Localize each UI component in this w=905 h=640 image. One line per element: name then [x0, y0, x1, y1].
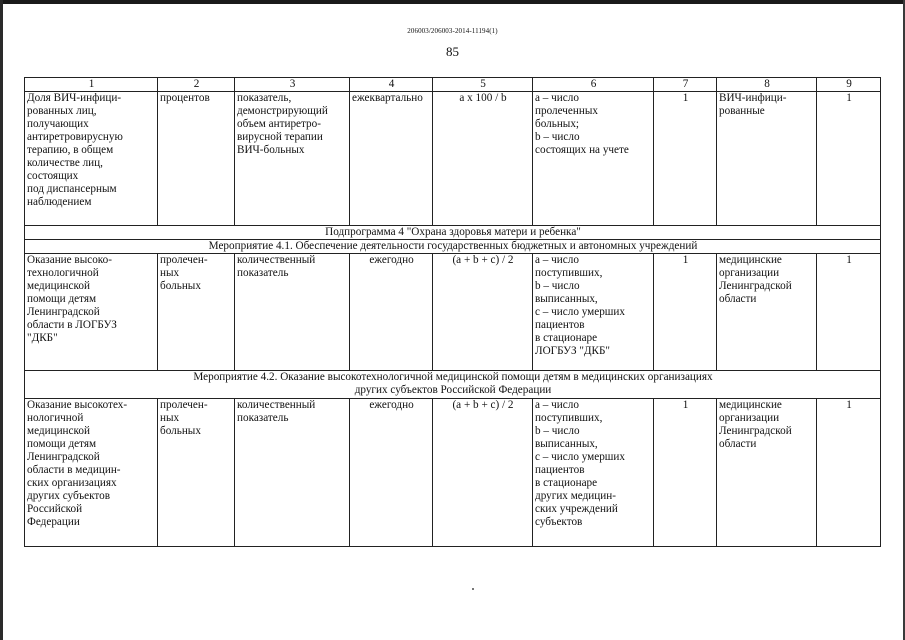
column-number: 8	[717, 78, 817, 92]
cell-line: больных;	[535, 118, 580, 130]
section-row	[25, 240, 881, 254]
value-code	[817, 399, 881, 547]
formula	[433, 399, 533, 547]
scan-speck	[472, 588, 474, 590]
cell-line: ежеквартально	[352, 92, 423, 104]
document-id: 206003/206003-2014-11194(1)	[407, 27, 498, 35]
cell-line: b – число	[535, 425, 580, 437]
scan-border-left	[0, 0, 3, 640]
table-row	[25, 254, 881, 371]
cell-line: поступивших,	[535, 412, 603, 424]
formula-legend	[533, 92, 654, 226]
column-number: 6	[533, 78, 654, 92]
cell-line: Федерации	[27, 516, 80, 528]
cell-line: субъектов	[535, 516, 583, 528]
value-code	[817, 92, 881, 226]
cell-line: с – число умерших	[535, 306, 625, 318]
cell-line: нологичной	[27, 412, 84, 424]
cell-line: состоящих на учете	[535, 144, 629, 156]
value-code	[817, 254, 881, 371]
cell-line: пролечен-	[160, 399, 208, 411]
cell-line: терапию, в общем	[27, 144, 114, 156]
cell-line: а – число	[535, 254, 579, 266]
cell-line: ВИЧ-больных	[237, 144, 305, 156]
scan-border-top	[0, 0, 905, 4]
formula-legend	[533, 399, 654, 547]
indicator-type	[235, 92, 350, 226]
cell-line: количестве лиц,	[27, 157, 103, 169]
cell-line: других субъектов Российской Федерации	[354, 384, 552, 396]
cell-line: антиретровирусную	[27, 131, 123, 143]
section-row	[25, 226, 881, 240]
cell-line: пациентов	[535, 319, 585, 331]
indicator-name	[25, 254, 158, 371]
cell-line: показатель,	[237, 92, 292, 104]
column-number: 7	[654, 78, 717, 92]
cell-line: рованные	[719, 105, 765, 117]
population	[717, 92, 817, 226]
cell-line: пролеченных	[535, 105, 598, 117]
measure-heading: Мероприятие 4.1. Обеспечение деятельности государственных бюджетных и автономных учреждений	[25, 240, 881, 254]
cell-line: ных	[160, 412, 180, 424]
column-number-row	[25, 78, 881, 92]
cell-line: ЛОГБУЗ "ДКБ"	[535, 345, 610, 357]
cell-line: пролечен-	[160, 254, 208, 266]
cell-line: а – число	[535, 92, 579, 104]
cell-line: 1	[846, 254, 852, 266]
cell-line: состоящих	[27, 170, 79, 182]
unit	[158, 92, 235, 226]
formula	[433, 92, 533, 226]
cell-line: области	[719, 293, 757, 305]
cell-line: "ДКБ"	[27, 332, 58, 344]
cell-line: b – число	[535, 280, 580, 292]
cell-line: области в медицин-	[27, 464, 121, 476]
indicator-type	[235, 399, 350, 547]
periodicity	[350, 399, 433, 547]
cell-line: технологичной	[27, 267, 99, 279]
cell-line: количественный	[237, 254, 316, 266]
page-number: 85	[446, 44, 459, 59]
cell-line: медицинской	[27, 280, 90, 292]
population	[717, 254, 817, 371]
cell-line: Мероприятие 4.2. Оказание высокотехнологичной медицинской помощи детям в медицинских организациях	[193, 371, 713, 383]
population	[717, 399, 817, 547]
cell-line: в стационаре	[535, 332, 598, 344]
cell-line: вирусной терапии	[237, 131, 323, 143]
cell-line: больных	[160, 280, 201, 292]
cell-line: (a + b + c) / 2	[452, 399, 514, 411]
column-number: 9	[817, 78, 881, 92]
cell-line: Ленинградской	[719, 280, 792, 292]
cell-line: демонстрирующий	[237, 105, 328, 117]
table-row	[25, 399, 881, 547]
cell-line: показатель	[237, 267, 289, 279]
cell-line: а – число	[535, 399, 579, 411]
indicator-name	[25, 399, 158, 547]
cell-line: 1	[846, 92, 852, 104]
cell-line: a x 100 / b	[459, 92, 507, 104]
subprogram-heading: Подпрограмма 4 "Охрана здоровья матери и ребенка"	[25, 226, 881, 240]
cell-line: организации	[719, 412, 780, 424]
cell-line: ВИЧ-инфици-	[719, 92, 787, 104]
cell-line: 1	[682, 254, 689, 266]
cell-line: помощи детям	[27, 438, 97, 450]
cell-line: Ленинградской	[27, 451, 100, 463]
periodicity	[350, 92, 433, 226]
cell-line: объем антиретро-	[237, 118, 321, 130]
column-number: 4	[350, 78, 433, 92]
cell-line: в стационаре	[535, 477, 598, 489]
cell-line: Оказание высокотех-	[27, 399, 128, 411]
cell-line: b – число	[535, 131, 580, 143]
column-number: 1	[25, 78, 158, 92]
cell-line: получающих	[27, 118, 89, 130]
cell-line: ских организациях	[27, 477, 117, 489]
cell-line: рованных лиц,	[27, 105, 97, 117]
cell-line: 1	[846, 399, 852, 411]
cell-line: поступивших,	[535, 267, 603, 279]
cell-line: наблюдением	[27, 196, 92, 208]
cell-line: под диспансерным	[27, 183, 117, 195]
cell-line: медицинские	[719, 254, 782, 266]
column-number: 3	[235, 78, 350, 92]
cell-line: выписанных,	[535, 293, 598, 305]
cell-line: (a + b + c) / 2	[452, 254, 514, 266]
indicator-type	[235, 254, 350, 371]
measure-heading	[25, 371, 881, 399]
indicator-name	[25, 92, 158, 226]
cell-line: помощи детям	[27, 293, 97, 305]
cell-line: пациентов	[535, 464, 585, 476]
cell-line: Оказание высоко-	[27, 254, 112, 266]
cell-line: показатель	[237, 412, 289, 424]
periodicity	[350, 254, 433, 371]
unit	[158, 254, 235, 371]
cell-line: процентов	[160, 92, 210, 104]
column-number: 2	[158, 78, 235, 92]
cell-line: количественный	[237, 399, 316, 411]
method-code	[654, 92, 717, 226]
cell-line: других медицин-	[535, 490, 616, 502]
cell-line: медицинские	[719, 399, 782, 411]
cell-line: выписанных,	[535, 438, 598, 450]
cell-line: 1	[682, 399, 689, 411]
cell-line: ежегодно	[369, 399, 414, 411]
cell-line: других субъектов	[27, 490, 111, 502]
cell-line: 1	[682, 92, 689, 104]
cell-line: ских учреждений	[535, 503, 618, 515]
cell-line: Доля ВИЧ-инфици-	[27, 92, 122, 104]
indicators-table	[24, 77, 881, 547]
column-number: 5	[433, 78, 533, 92]
method-code	[654, 254, 717, 371]
cell-line: Ленинградской	[27, 306, 100, 318]
formula	[433, 254, 533, 371]
table-row	[25, 92, 881, 226]
cell-line: области	[719, 438, 757, 450]
cell-line: Ленинградской	[719, 425, 792, 437]
formula-legend	[533, 254, 654, 371]
cell-line: медицинской	[27, 425, 90, 437]
cell-line: области в ЛОГБУЗ	[27, 319, 117, 331]
unit	[158, 399, 235, 547]
cell-line: организации	[719, 267, 780, 279]
cell-line: ежегодно	[369, 254, 414, 266]
method-code	[654, 399, 717, 547]
cell-line: с – число умерших	[535, 451, 625, 463]
section-row	[25, 371, 881, 399]
cell-line: ных	[160, 267, 180, 279]
cell-line: Российской	[27, 503, 83, 515]
cell-line: больных	[160, 425, 201, 437]
